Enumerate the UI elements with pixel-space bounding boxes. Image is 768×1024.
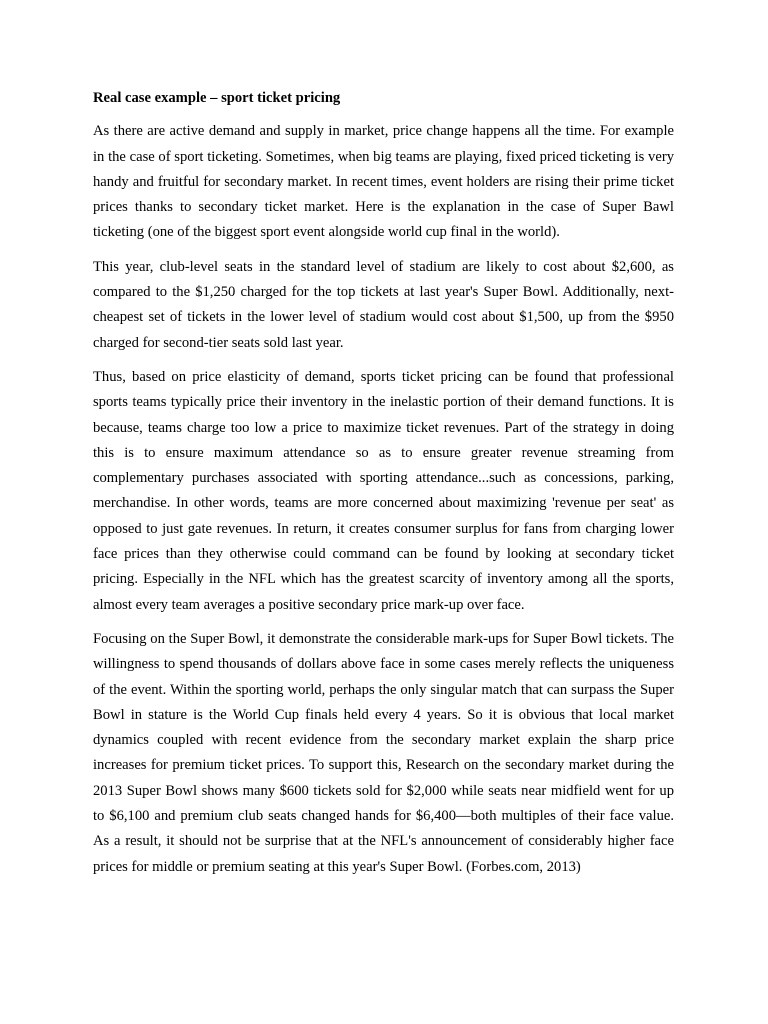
- paragraph-4: Focusing on the Super Bowl, it demonstrate the considerable mark-ups for Super Bowl tickets. The willingness to spend thousands of dollars above face in some cases merely reflects the uniqueness of the event. Within the sporting world, perhaps the only singular match that can surpass the Super Bowl in stature is the World Cup finals held every 4 years. So it is obvious that local market dynamics coupled with recent evidence from the secondary market explain the sharp price increases for premium ticket prices. To support this, Research on the secondary market during the 2013 Super Bowl shows many $600 tickets sold for $2,000 while seats near midfield went for up to $6,100 and premium club seats changed hands for $6,400—both multiples of their face value. As a result, it should not be surprise that at the NFL's announcement of considerably higher face prices for middle or premium seating at this year's Super Bowl. (Forbes.com, 2013): [93, 630, 674, 875]
- paragraph-3: Thus, based on price elasticity of demand, sports ticket pricing can be found that professional sports teams typically price their inventory in the inelastic portion of their demand functions. It is because, teams charge too low a price to maximize ticket revenues. Part of the strategy in doing this is to ensure maximum attendance so as to ensure greater revenue streaming from complementary purchases associated with sporting attendance...such as concessions, parking, merchandise. In other words, teams are more concerned about maximizing 'revenue per seat' as opposed to just gate revenues. In return, it creates consumer surplus for fans from charging lower face prices than they otherwise could command can be found by looking at secondary ticket pricing. Especially in the NFL which has the greatest scarcity of inventory among all the sports, almost every team averages a positive secondary price mark-up over face.: [93, 368, 674, 613]
- paragraph-2: This year, club-level seats in the standard level of stadium are likely to cost about $2,600, as compared to the $1,250 charged for the top tickets at last year's Super Bowl. Additionally, next-cheapest set of tickets in the lower level of stadium would cost about $1,500, up from the $950 charged for second-tier seats sold last year.: [93, 258, 674, 351]
- section-heading: Real case example – sport ticket pricing: [93, 90, 341, 106]
- document-body: [93, 86, 674, 889]
- paragraph-1: As there are active demand and supply in market, price change happens all the time. For example in the case of sport ticketing. Sometimes, when big teams are playing, fixed priced ticketing is very handy and fruitful for secondary market. In recent times, event holders are rising their prime ticket prices thanks to secondary ticket market. Here is the explanation in the case of Super Bawl ticketing (one of the biggest sport event alongside world cup final in the world).: [93, 123, 674, 241]
